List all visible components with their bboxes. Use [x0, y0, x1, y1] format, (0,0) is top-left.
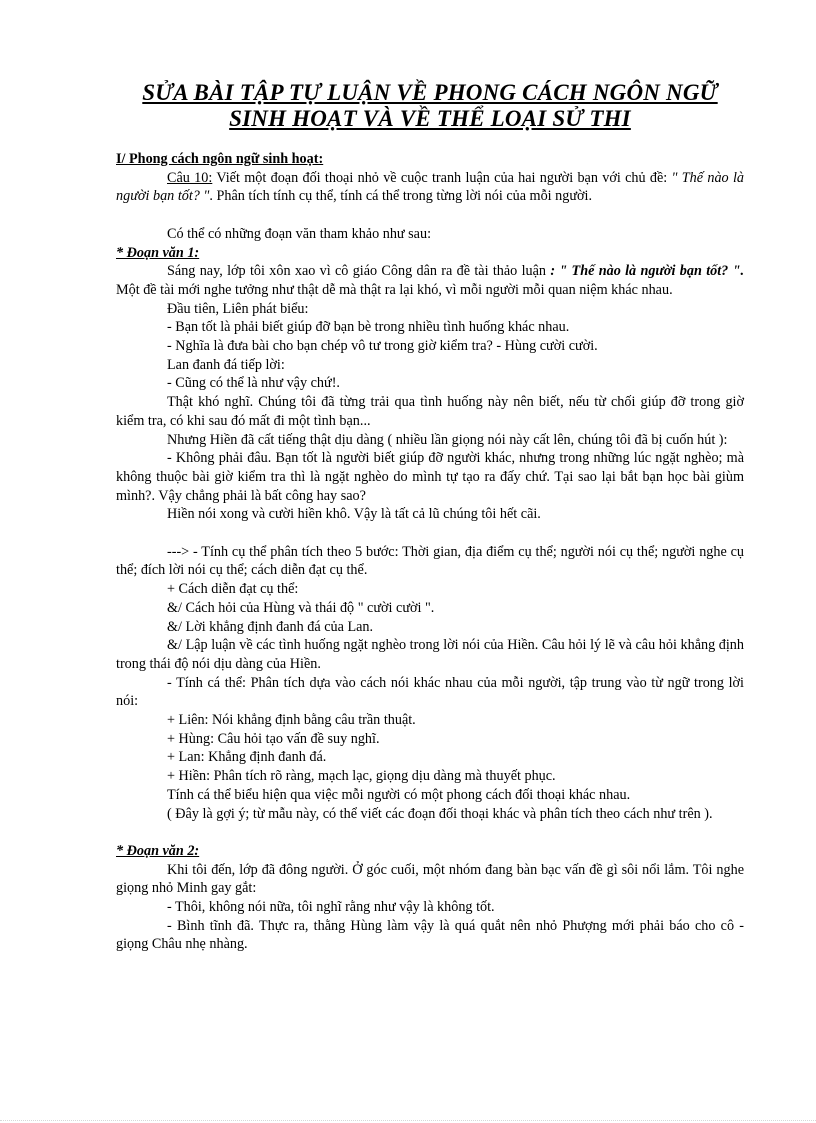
question-paragraph — [116, 169, 744, 206]
analysis-paragraph-4: &/ Lời khẳng định đanh đá của Lan. — [167, 618, 374, 635]
doan-1-paragraph-9: - Không phải đâu. Bạn tốt là người biết giúp đỡ người khác, nhưng trong những lúc ngặt nghèo; mà không thuộc bài giờ kiểm tra thì là ngặt nghèo do mình tự tạo ra đấy chứ. Tại sao lại bắt bạn học bài giùm mình?. Vậy chẳng phải là bất công hay sao? — [116, 450, 744, 504]
analysis-paragraph-6: - Tính cá thể: Phân tích dựa vào cách nói khác nhau của mỗi người, tập trung vào từ ngữ trong lời nói: — [116, 674, 744, 710]
question-topic: " Thế nào là người bạn tốt? " — [116, 169, 744, 205]
doan-van-2-heading: * Đoạn văn 2: — [116, 842, 200, 859]
doan-1-paragraph-2: Đầu tiên, Liên phát biểu: — [167, 300, 309, 317]
analysis-paragraph-2: + Cách diễn đạt cụ thể: — [167, 581, 299, 598]
analysis-paragraph-9: + Lan: Khẳng định đanh đá. — [167, 749, 327, 766]
analysis-paragraph-1: ---> - Tính cụ thể phân tích theo 5 bước: Thời gian, địa điểm cụ thể; người nói cụ thể; người nghe cụ thể; đích lời nói cụ thể; cách diễn đạt cụ thể. — [116, 543, 744, 579]
question-label: Câu 10: — [167, 169, 213, 186]
doan-1-paragraph-7: Thật khó nghĩ. Chúng tôi đã từng trải qua tình huống này nên biết, nếu từ chối giúp đỡ trong giờ kiểm tra, có khi sau đó mất đi một tình bạn... — [116, 394, 744, 429]
doan-1-paragraph-3: - Bạn tốt là phải biết giúp đỡ bạn bè trong nhiều tình huống khác nhau. — [167, 319, 570, 336]
document-title-line-2: SINH HOẠT VÀ VỀ THỂ LOẠI SỬ THI — [229, 106, 631, 131]
doan-1-paragraph-10: Hiền nói xong và cười hiền khô. Vậy là tất cả lũ chúng tôi hết cãi. — [167, 506, 541, 523]
doan-1-p1-text-b: Một đề tài mới nghe tưởng như thật dễ mà thật ra lại khó, vì mỗi người mỗi quan niệm khác nhau. — [116, 281, 673, 298]
analysis-paragraph-11: Tính cá thể biểu hiện qua việc mỗi người có một phong cách đối thoại khác nhau. — [167, 786, 631, 803]
page-bottom-border — [0, 1120, 816, 1121]
document-title-line-1: SỬA BÀI TẬP TỰ LUẬN VỀ PHONG CÁCH NGÔN NGỮ — [142, 80, 718, 105]
spacer — [116, 206, 744, 225]
analysis-paragraph-3: &/ Cách hỏi của Hùng và thái độ " cười cười ". — [167, 599, 435, 616]
analysis-paragraph-5: &/ Lập luận về các tình huống ngặt nghèo trong lời nói của Hiền. Câu hỏi lý lẽ và câu hỏi khẳng định trong thái độ nói dịu dàng của Hiền. — [116, 637, 744, 672]
intro-paragraph: Có thể có những đoạn văn tham khảo như sau: — [167, 225, 432, 242]
doan-2-paragraph-1: Khi tôi đến, lớp đã đông người. Ở góc cuối, một nhóm đang bàn bạc vấn đề gì sôi nổi lắm. Tôi nghe giọng nhỏ Minh gay gắt: — [116, 861, 744, 897]
doan-van-1-heading: * Đoạn văn 1: — [116, 244, 200, 261]
doan-1-paragraph-1 — [116, 262, 744, 299]
doan-1-p1-text-a: Sáng nay, lớp tôi xôn xao vì cô giáo Công dân ra đề tài thảo luận — [167, 263, 551, 280]
spacer — [116, 524, 744, 543]
doan-2-paragraph-3: - Bình tĩnh đã. Thực ra, thằng Hùng làm vậy là quá quắt nên nhỏ Phượng mới phải báo cho cô - giọng Châu nhẹ nhàng. — [116, 917, 744, 953]
doan-2-paragraph-2: - Thôi, không nói nữa, tôi nghĩ rằng như vậy là không tốt. — [167, 899, 495, 916]
analysis-paragraph-7: + Liên: Nói khẳng định bằng câu trần thuật. — [167, 712, 416, 729]
spacer — [116, 823, 744, 842]
analysis-paragraph-8: + Hùng: Câu hỏi tạo vấn đề suy nghĩ. — [167, 730, 380, 747]
doan-1-paragraph-8: Nhưng Hiền đã cất tiếng thật dịu dàng ( nhiều lần giọng nói này cất lên, chúng tôi đã bị cuốn hút ): — [167, 431, 728, 448]
doan-1-paragraph-5: Lan đanh đá tiếp lời: — [167, 356, 285, 373]
question-text-b: . Phân tích tính cụ thể, tính cá thể trong từng lời nói của mỗi người. — [209, 188, 593, 205]
section-heading: I/ Phong cách ngôn ngữ sinh hoạt: — [116, 151, 324, 167]
doan-1-p1-topic: : " Thế nào là người bạn tốt? ". — [550, 263, 744, 280]
analysis-paragraph-10: + Hiền: Phân tích rõ ràng, mạch lạc, giọng dịu dàng mà thuyết phục. — [167, 768, 556, 785]
doan-1-paragraph-4: - Nghĩa là đưa bài cho bạn chép vô tư trong giờ kiểm tra? - Hùng cười cười. — [167, 338, 598, 355]
analysis-paragraph-12: ( Đây là gợi ý; từ mẫu này, có thể viết các đoạn đối thoại khác và phân tích theo cách như trên ). — [167, 805, 713, 822]
document-body — [116, 150, 744, 954]
doan-1-paragraph-6: - Cũng có thể là như vậy chứ!. — [167, 375, 340, 392]
question-text-a: Viết một đoạn đối thoại nhỏ về cuộc tranh luận của hai người bạn với chủ đề: — [212, 169, 672, 186]
